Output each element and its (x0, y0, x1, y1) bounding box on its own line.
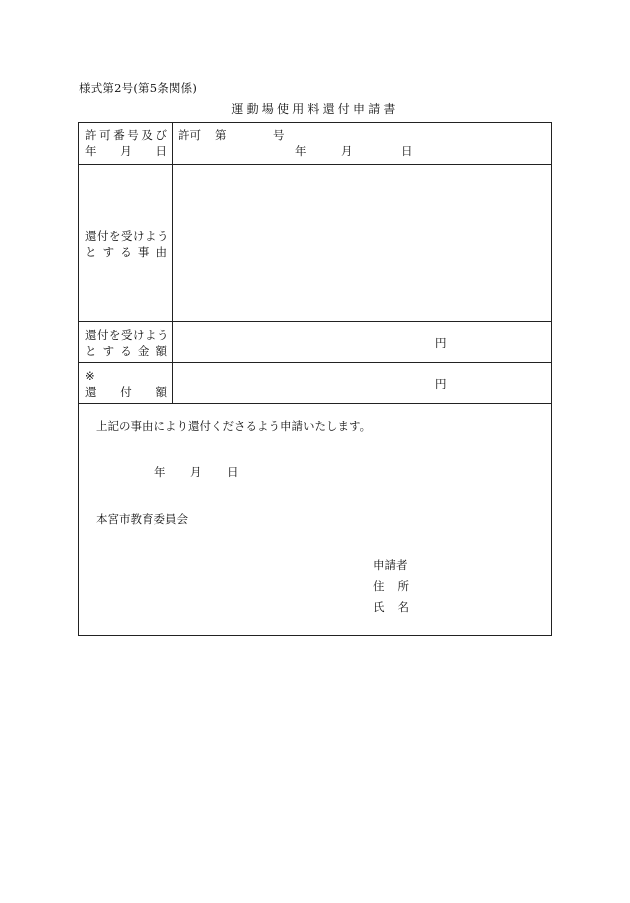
refund-label: 還 付 額 (85, 385, 167, 399)
amount-unit: 円 (435, 336, 447, 350)
row-divider (79, 164, 551, 165)
amount-label-line2: と す る 金 額 (85, 344, 167, 358)
declaration-date-day: 日 (227, 465, 239, 479)
permit-dai: 第 (215, 128, 227, 142)
permit-prefix: 許可 (178, 128, 201, 142)
declaration-date-month: 月 (190, 465, 202, 479)
permit-go: 号 (273, 128, 285, 142)
row-divider (79, 321, 551, 322)
amount-label-line1: 還付を受けよう (85, 328, 169, 342)
name-label: 氏 名 (373, 600, 409, 614)
label-column-divider (172, 123, 173, 403)
permit-date-year: 年 (295, 144, 307, 158)
row-divider (79, 403, 551, 404)
form-reference: 様式第2号(第5条関係) (79, 81, 198, 95)
reason-label-line1: 還付を受けよう (85, 229, 169, 243)
applicant-label: 申請者 (373, 558, 408, 572)
permit-label-line1: 許 可 番 号 及 び (85, 128, 167, 142)
addressee: 本宮市教育委員会 (96, 512, 188, 526)
permit-label-line2: 年 月 日 (85, 144, 167, 158)
form-table (78, 122, 552, 636)
refund-unit: 円 (435, 377, 447, 391)
row-divider (79, 362, 551, 363)
declaration-date-year: 年 (154, 465, 166, 479)
permit-date-month: 月 (341, 144, 353, 158)
refund-mark: ※ (85, 369, 95, 383)
address-label: 住 所 (373, 579, 409, 593)
document-title: 運動場使用料還付申請書 (231, 102, 399, 116)
permit-date-day: 日 (401, 144, 413, 158)
declaration-statement: 上記の事由により還付くださるよう申請いたします。 (96, 419, 372, 433)
reason-label-line2: と す る 事 由 (85, 245, 167, 259)
